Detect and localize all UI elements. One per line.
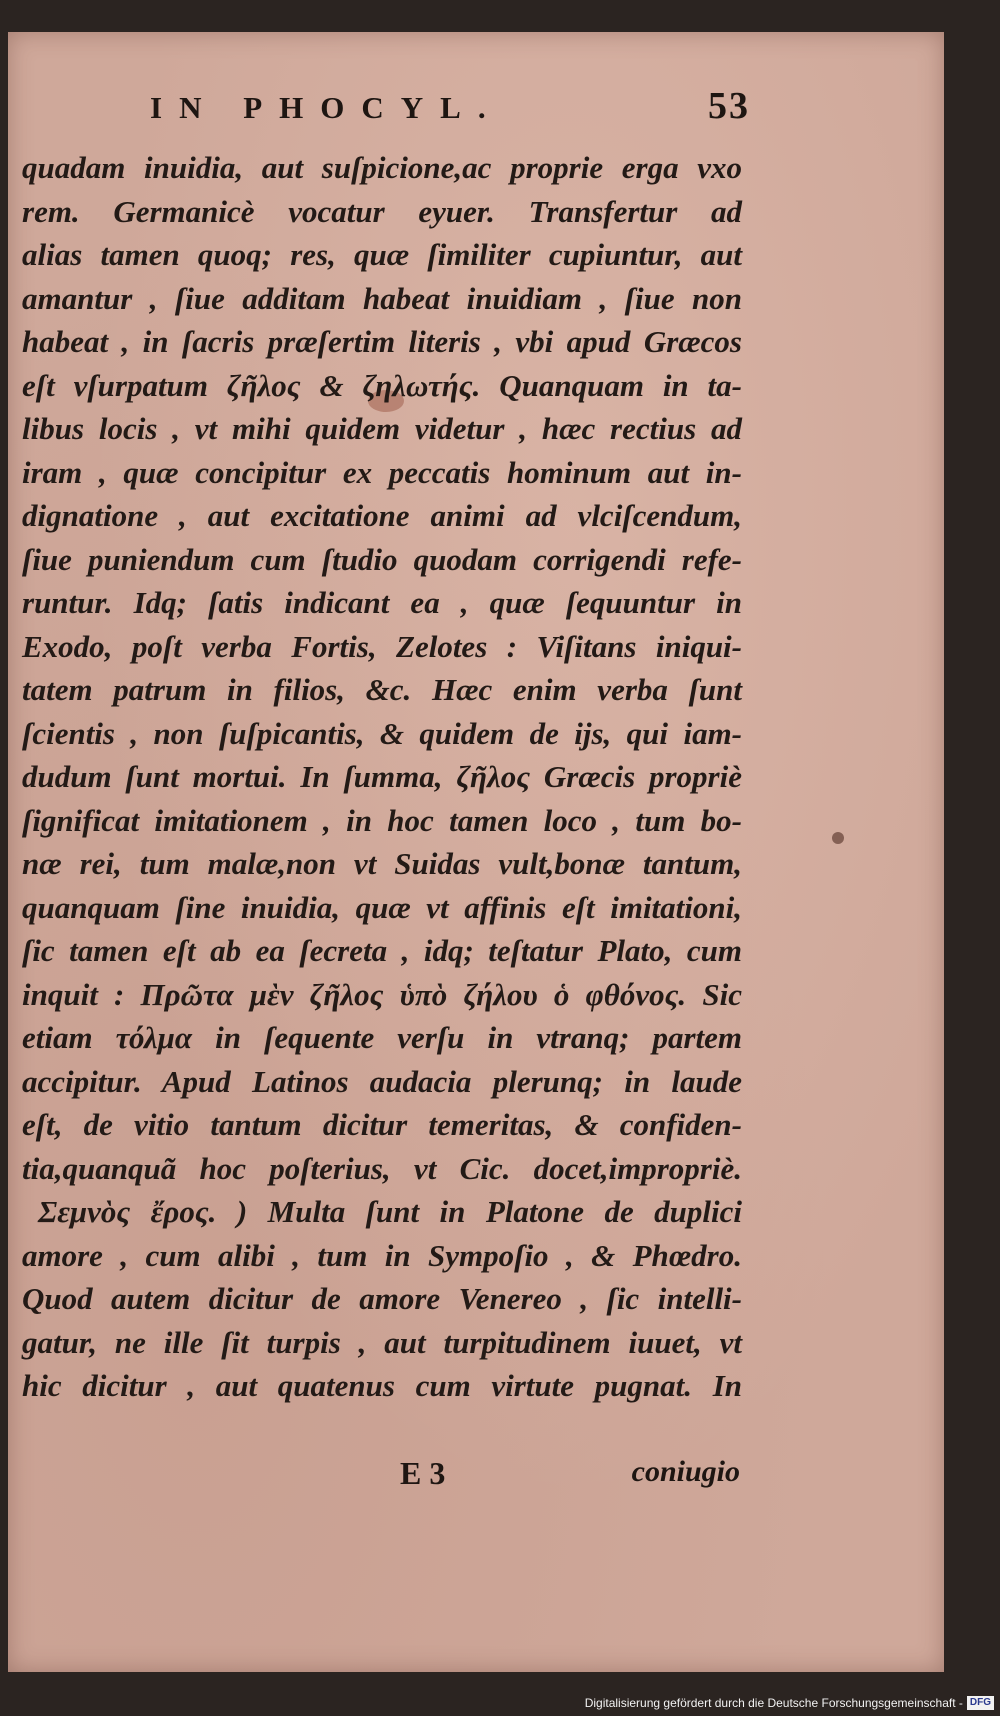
text-line: tatem patrum in filios, &c. Hæc enim verba ſunt — [22, 672, 742, 707]
text-line: Quod autem dicitur de amore Venereo , ſic intelli- — [22, 1281, 742, 1316]
body-text — [22, 146, 742, 1408]
text-line: hic dicitur , aut quatenus cum virtute pugnat. In — [22, 1368, 742, 1403]
digitization-credit — [585, 1694, 994, 1712]
page-number: 53 — [708, 85, 750, 127]
paper-spot — [832, 832, 844, 844]
text-line: rem. Germanicè vocatur eyuer. Transfertur ad — [22, 193, 742, 229]
text-line: etiam τόλμα in ſequente verſu in vtranq; partem — [22, 1020, 742, 1055]
text-line: iram , quæ concipitur ex peccatis hominum aut in- — [22, 454, 742, 490]
signature-mark: E 3 — [400, 1455, 446, 1491]
text-line: ſignificat imitationem , in hoc tamen loco , tum bo- — [22, 802, 742, 838]
text-line: habeat , in ſacris præſertim literis , vbi apud Græcos — [22, 324, 742, 359]
text-line: quanquam ſine inuidia, quæ vt affinis eſt imitationi, — [22, 889, 742, 925]
text-line: quadam inuidia, aut suſpicione,ac proprie erga vxo — [22, 150, 742, 185]
text-line: runtur. Idq; ſatis indicant ea , quæ ſequuntur in — [22, 585, 742, 620]
text-line: eſt, de vitio tantum dicitur temeritas, & confiden- — [22, 1107, 742, 1142]
text-line: alias tamen quoq; res, quæ ſimiliter cupiuntur, aut — [22, 237, 742, 272]
text-line: inquit : Πρῶτα μὲν ζῆλος ὑπὸ ζήλου ὁ φθόνος. Sic — [22, 976, 742, 1012]
text-line: amore , cum alibi , tum in Sympoſio , & Phœdro. — [22, 1237, 742, 1273]
text-line: ſic tamen eſt ab ea ſecreta , idq; teſtatur Plato, cum — [22, 933, 742, 968]
credit-text: Digitalisierung gefördert durch die Deutsche Forschungsgemeinschaft - — [584, 1696, 963, 1710]
text-line: dignatione , aut excitatione animi ad vlciſcendum, — [22, 498, 742, 533]
text-line: gatur, ne ille ſit turpis , aut turpitudinem iuuet, vt — [22, 1324, 742, 1360]
page-footer — [400, 1455, 740, 1505]
text-line: libus locis , vt mihi quidem videtur , hæc rectius ad — [22, 411, 742, 446]
text-line: ſcientis , non ſuſpicantis, & quidem de ijs, qui iam- — [22, 715, 742, 751]
text-line: Exodo, poſt verba Fortis, Zelotes : Viſitans iniqui- — [22, 628, 742, 664]
text-line: eſt vſurpatum ζῆλος & ζηλωτής. Quanquam in ta- — [22, 367, 742, 403]
text-line: næ rei, tum malæ,non vt Suidas vult,bonæ tantum, — [22, 846, 742, 881]
text-line: Σεμνὸς ἔρος. ) Multa ſunt in Platone de duplici — [38, 1194, 742, 1229]
dfg-logo: DFG — [967, 1696, 994, 1710]
text-line: amantur , ſiue additam habeat inuidiam , ſiue non — [22, 280, 742, 316]
running-head: IN PHOCYL. — [150, 90, 503, 125]
text-line: ſiue puniendum cum ſtudio quodam corrigendi refe- — [22, 541, 742, 577]
catchword: coniugio — [631, 1455, 740, 1488]
text-line: accipitur. Apud Latinos audacia plerunq; in laude — [22, 1063, 742, 1099]
page-header — [150, 84, 750, 134]
text-line: tia,quanquã hoc poſterius, vt Cic. docet,impropriè. — [22, 1150, 742, 1186]
text-line: dudum ſunt mortui. In ſumma, ζῆλος Græcis propriè — [22, 759, 742, 794]
